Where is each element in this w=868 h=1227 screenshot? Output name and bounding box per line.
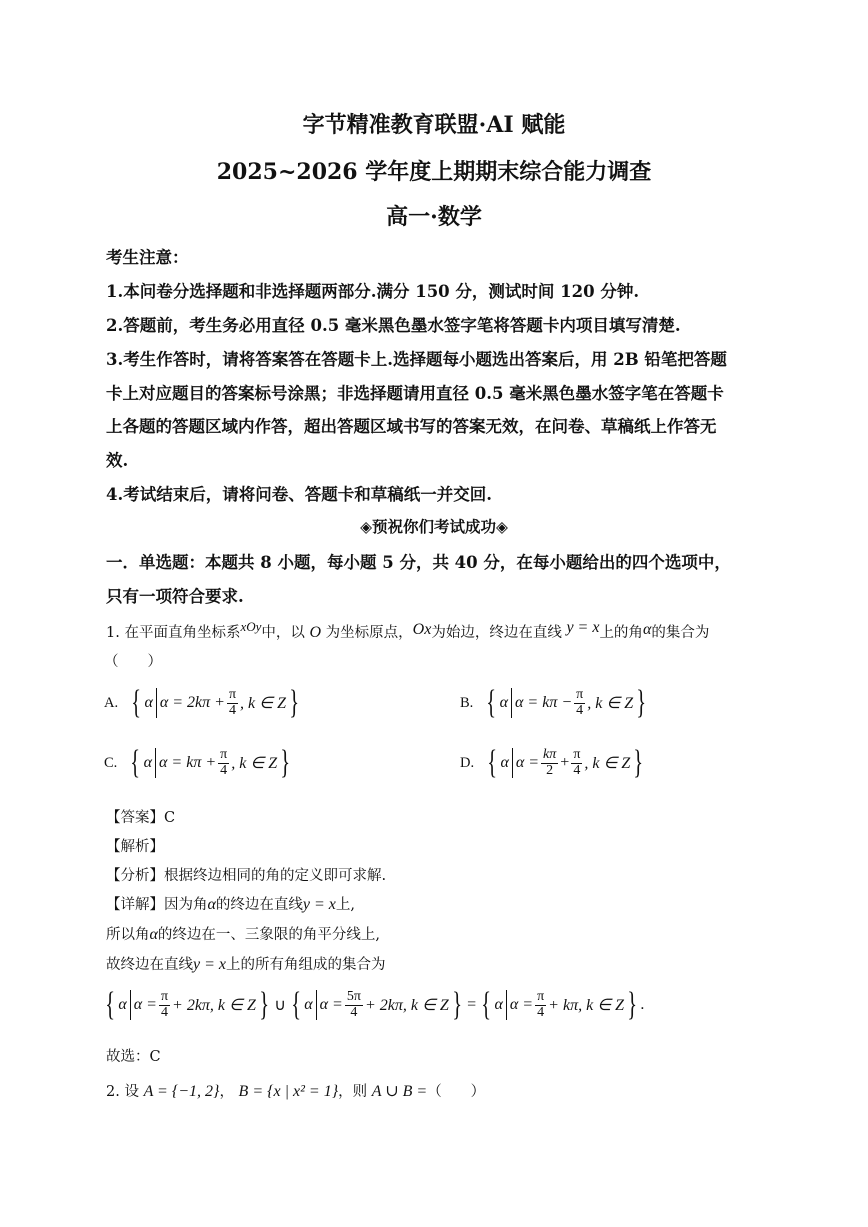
- notice-heading: 考生注意：: [106, 248, 189, 267]
- section-1-line-2: 只有一项符合要求.: [106, 587, 244, 606]
- q1-xiangjie: 【详解】因为角α的终边在直线y = x上,: [106, 896, 356, 913]
- header-line-2: 2025~2026 学年度上期期末综合能力调查: [216, 159, 652, 185]
- q1-option-a[interactable]: A. { α α = 2kπ + $\frac{\pi}{4}$ , k ∈ Z }: [104, 684, 300, 721]
- notice-item-1: 1.本问卷分选择题和非选择题两部分.满分 150 分，测试时间 120 分钟.: [106, 282, 640, 301]
- q1-option-d[interactable]: D. { α α = $\frac{k\pi}{2}$ + $\frac{\pi}{4}$ , k ∈ Z }: [460, 744, 644, 781]
- notice-item-3d: 效.: [106, 451, 129, 470]
- q1-answer-paren: （ ）: [104, 654, 162, 670]
- q2-stem: 2. 设 A = {−1, 2}， B = {x | x² = 1}，则 A ∪ B =（ ）: [106, 1083, 486, 1100]
- notice-item-3b: 卡上对应题目的答案标号涂黑；非选择题请用直径 0.5 毫米黑色墨水签字笔在答题卡: [106, 384, 724, 403]
- notice-item-2: 2.答题前，考生务必用直径 0.5 毫米黑色墨水签字笔将答题卡内项目填写清楚.: [106, 316, 681, 335]
- notice-item-3c: 上各题的答题区域内作答，超出答题区域书写的答案无效，在问卷、草稿纸上作答无: [106, 417, 717, 436]
- q1-analysis-heading: 【解析】: [106, 839, 164, 855]
- section-1-line-1: 一．单选题：本题共 8 小题，每小题 5 分，共 40 分，在每小题给出的四个选项中，: [106, 553, 731, 572]
- q1-option-c[interactable]: C. { α α = kπ + $\frac{\pi}{4}$ , k ∈ Z }: [104, 744, 291, 781]
- q1-xiangjie-line-2: 所以角α的终边在一、三象限的角平分线上,: [106, 926, 381, 943]
- q1-xiangjie-line-3: 故终边在直线y = x上的所有角组成的集合为: [106, 956, 386, 973]
- q1-choose: 故选：C: [106, 1049, 161, 1065]
- q1-stem: 1. 在平面直角坐标系xOy中，以 O 为坐标原点，Ox为始边，终边在直线 y = x上的角α的集合为: [106, 619, 710, 641]
- q1-option-b[interactable]: B. { α α = kπ − $\frac{\pi}{4}$ , k ∈ Z }: [460, 684, 647, 721]
- header-line-3: 高一·数学: [386, 204, 482, 230]
- notice-item-4: 4.考试结束后，请将问卷、答题卡和草稿纸一并交回.: [106, 485, 492, 504]
- q1-answer: 【答案】C: [106, 810, 176, 826]
- q1-set-equation: { α α = $\frac{\pi}{4}$ + 2kπ, k ∈ Z } ∪ { α α = $\frac{5\pi}{4}$ + 2kπ, k ∈ Z } = { α α = $\frac{\pi}{4}$ + kπ, k ∈ Z } .: [105, 986, 645, 1023]
- header-line-1: 字节精准教育联盟·AI 赋能: [302, 112, 566, 138]
- notice-item-3a: 3.考生作答时，请将答案答在答题卡上.选择题每小题选出答案后，用 2B 铅笔把答题: [106, 350, 727, 369]
- q1-fenxi: 【分析】根据终边相同的角的定义即可求解.: [106, 868, 387, 884]
- wish-text: ◈预祝你们考试成功◈: [360, 517, 508, 536]
